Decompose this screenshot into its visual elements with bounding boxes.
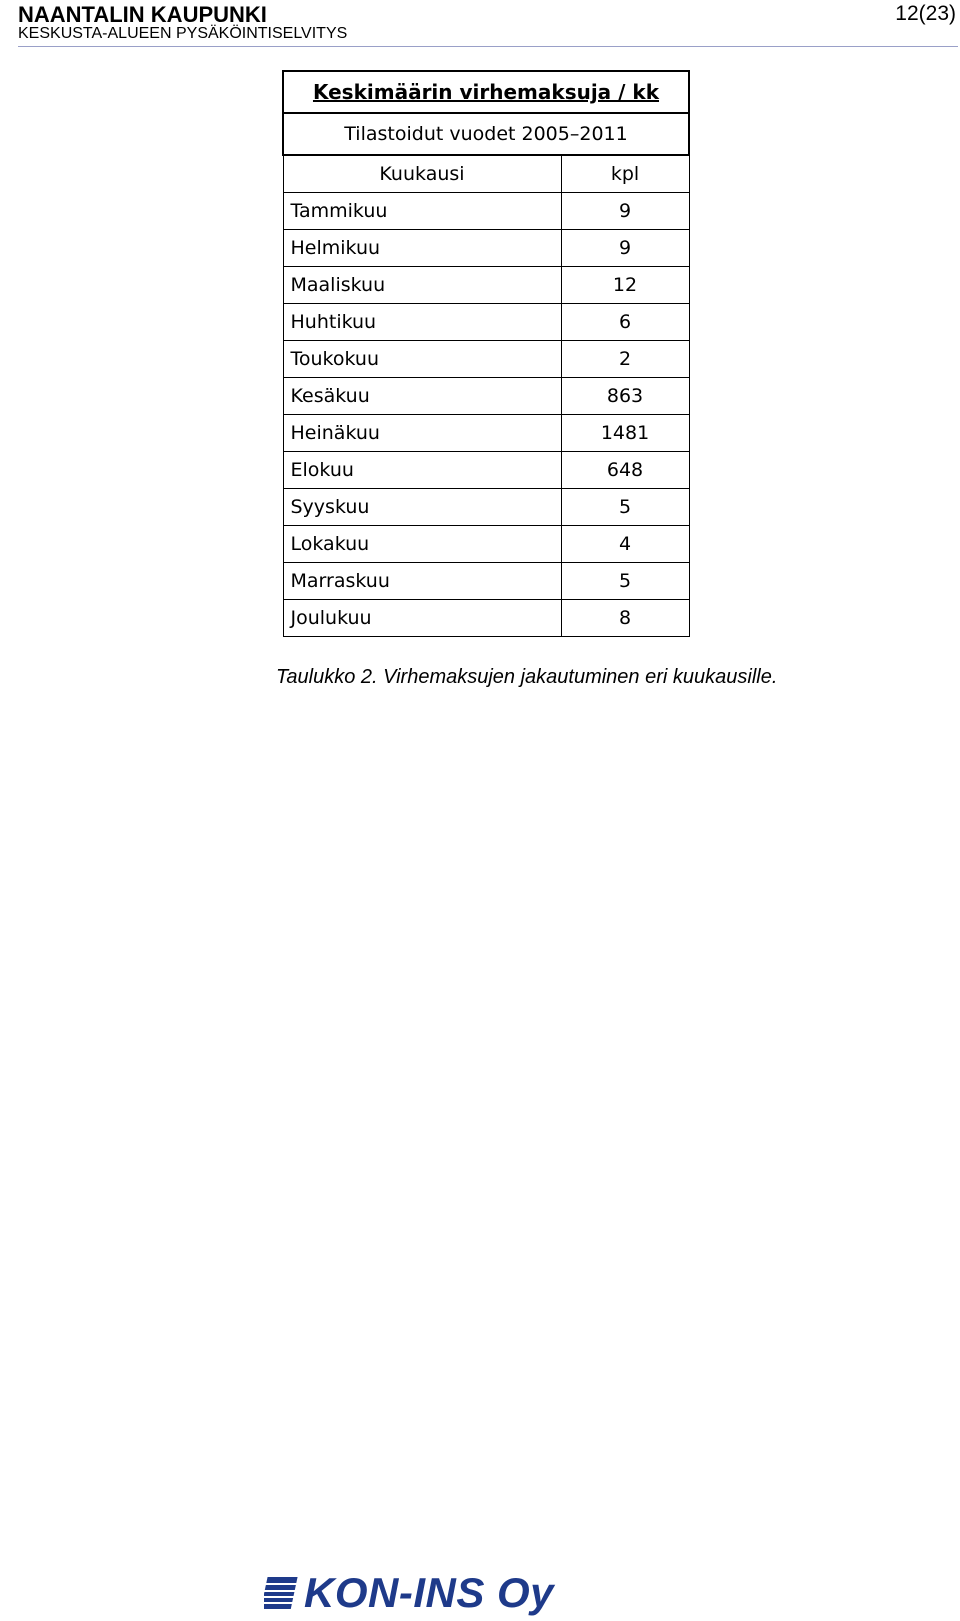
table-subtitle: Tilastoidut vuodet 2005–2011	[283, 113, 689, 155]
count-cell: 5	[561, 563, 689, 600]
month-cell: Heinäkuu	[283, 415, 561, 452]
count-cell: 8	[561, 600, 689, 637]
table-row	[283, 415, 689, 452]
month-cell: Lokakuu	[283, 526, 561, 563]
table-row	[283, 341, 689, 378]
table-row	[283, 193, 689, 230]
count-cell: 12	[561, 267, 689, 304]
month-cell: Tammikuu	[283, 193, 561, 230]
table-row	[283, 489, 689, 526]
table-row	[283, 230, 689, 267]
organization-name: NAANTALIN KAUPUNKI	[18, 2, 267, 27]
table-row	[283, 304, 689, 341]
company-logo	[264, 1568, 554, 1618]
header-divider	[18, 46, 958, 47]
kon-ins-logo-icon	[264, 1575, 300, 1611]
count-cell: 648	[561, 452, 689, 489]
table-caption: Taulukko 2. Virhemaksujen jakautuminen eri kuukausille.	[276, 666, 778, 688]
month-cell: Syyskuu	[283, 489, 561, 526]
fines-per-month-table	[282, 70, 690, 637]
column-header-month: Kuukausi	[283, 155, 561, 193]
report-title: KESKUSTA-ALUEEN PYSÄKÖINTISELVITYS	[18, 25, 348, 42]
month-cell: Toukokuu	[283, 341, 561, 378]
table-row	[283, 600, 689, 637]
page-number: 12(23)	[895, 2, 956, 25]
table-subtitle-row	[283, 113, 689, 155]
month-cell: Kesäkuu	[283, 378, 561, 415]
page-header	[18, 0, 958, 47]
count-cell: 6	[561, 304, 689, 341]
table-title: Keskimäärin virhemaksuja / kk	[283, 71, 689, 113]
column-header-count: kpl	[561, 155, 689, 193]
table-row	[283, 378, 689, 415]
count-cell: 863	[561, 378, 689, 415]
month-cell: Maaliskuu	[283, 267, 561, 304]
table-header-row	[283, 155, 689, 193]
month-cell: Helmikuu	[283, 230, 561, 267]
logo-text: KON-INS Oy	[304, 1569, 555, 1616]
count-cell: 5	[561, 489, 689, 526]
table-title-row	[283, 71, 689, 113]
count-cell: 1481	[561, 415, 689, 452]
count-cell: 4	[561, 526, 689, 563]
table-row	[283, 526, 689, 563]
table-row	[283, 563, 689, 600]
month-cell: Elokuu	[283, 452, 561, 489]
month-cell: Joulukuu	[283, 600, 561, 637]
month-cell: Huhtikuu	[283, 304, 561, 341]
table-row	[283, 452, 689, 489]
count-cell: 2	[561, 341, 689, 378]
count-cell: 9	[561, 230, 689, 267]
month-cell: Marraskuu	[283, 563, 561, 600]
table-row	[283, 267, 689, 304]
count-cell: 9	[561, 193, 689, 230]
